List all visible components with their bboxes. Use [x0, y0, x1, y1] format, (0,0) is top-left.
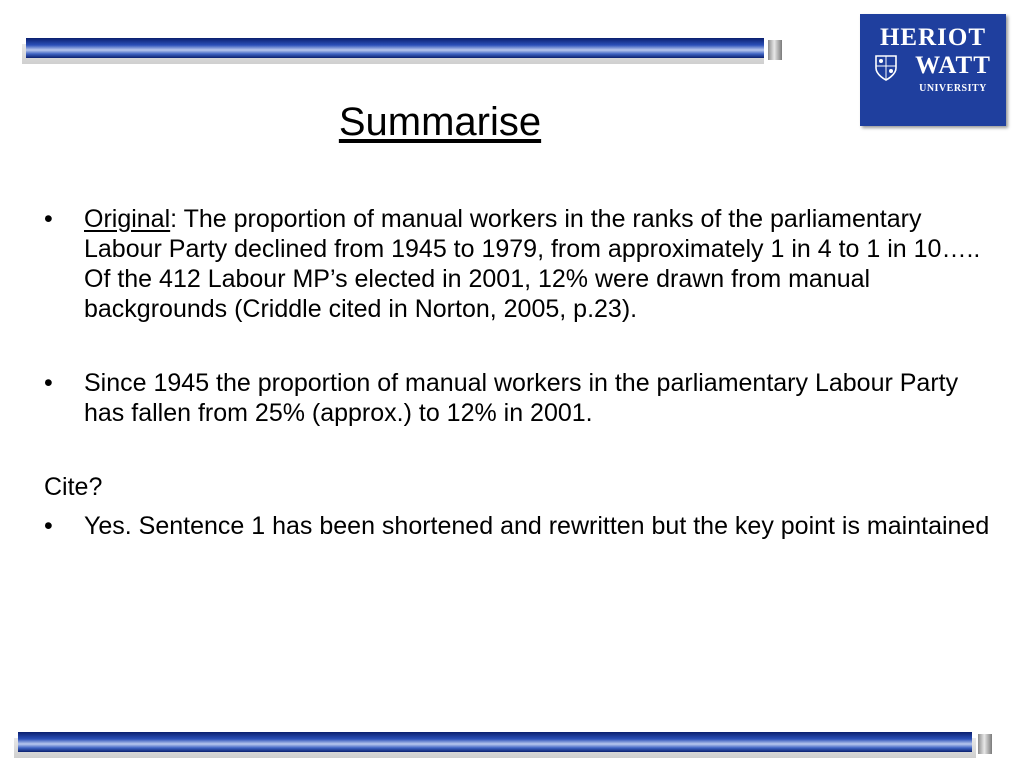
- top-bar-end-cap: [768, 40, 782, 60]
- heriot-watt-logo: [860, 14, 1006, 126]
- bullet-original: [44, 204, 1004, 324]
- cite-question: Cite?: [44, 473, 103, 501]
- bullet-summary: [44, 368, 1004, 428]
- crest-icon: [874, 54, 898, 82]
- bottom-bar-end-cap: [978, 734, 992, 754]
- logo-line-heriot: HERIOT: [879, 24, 987, 51]
- slide-title: Summarise: [338, 100, 542, 144]
- original-text: : The proportion of manual workers in the ranks of the parliamentary Labour Party declined from 1945 to 1979, from approximately 1 in 4 to 1 in 10….. Of the 412 Labour MP’s elected in 2001, 12% were drawn from manual backgrounds (Criddle cited in Norton, 2005, p.23).: [84, 205, 981, 323]
- bullet-cite-answer: [44, 511, 1004, 541]
- logo-line-watt: WATT: [915, 52, 991, 79]
- summary-text: Since 1945 the proportion of manual workers in the parliamentary Labour Party has fallen from 25% (approx.) to 12% in 2001.: [84, 369, 959, 427]
- cite-answer-text: Yes. Sentence 1 has been shortened and rewritten but the key point is maintained: [84, 512, 990, 540]
- top-header-bar: [26, 38, 764, 58]
- bullet-dot: •: [44, 369, 53, 397]
- bullet-dot: •: [44, 512, 53, 540]
- bottom-footer-bar: [18, 732, 972, 752]
- slide-content: [44, 204, 1004, 541]
- logo-line-university: UNIVERSITY: [919, 83, 987, 94]
- original-label: Original: [84, 205, 171, 233]
- bullet-dot: •: [44, 205, 53, 233]
